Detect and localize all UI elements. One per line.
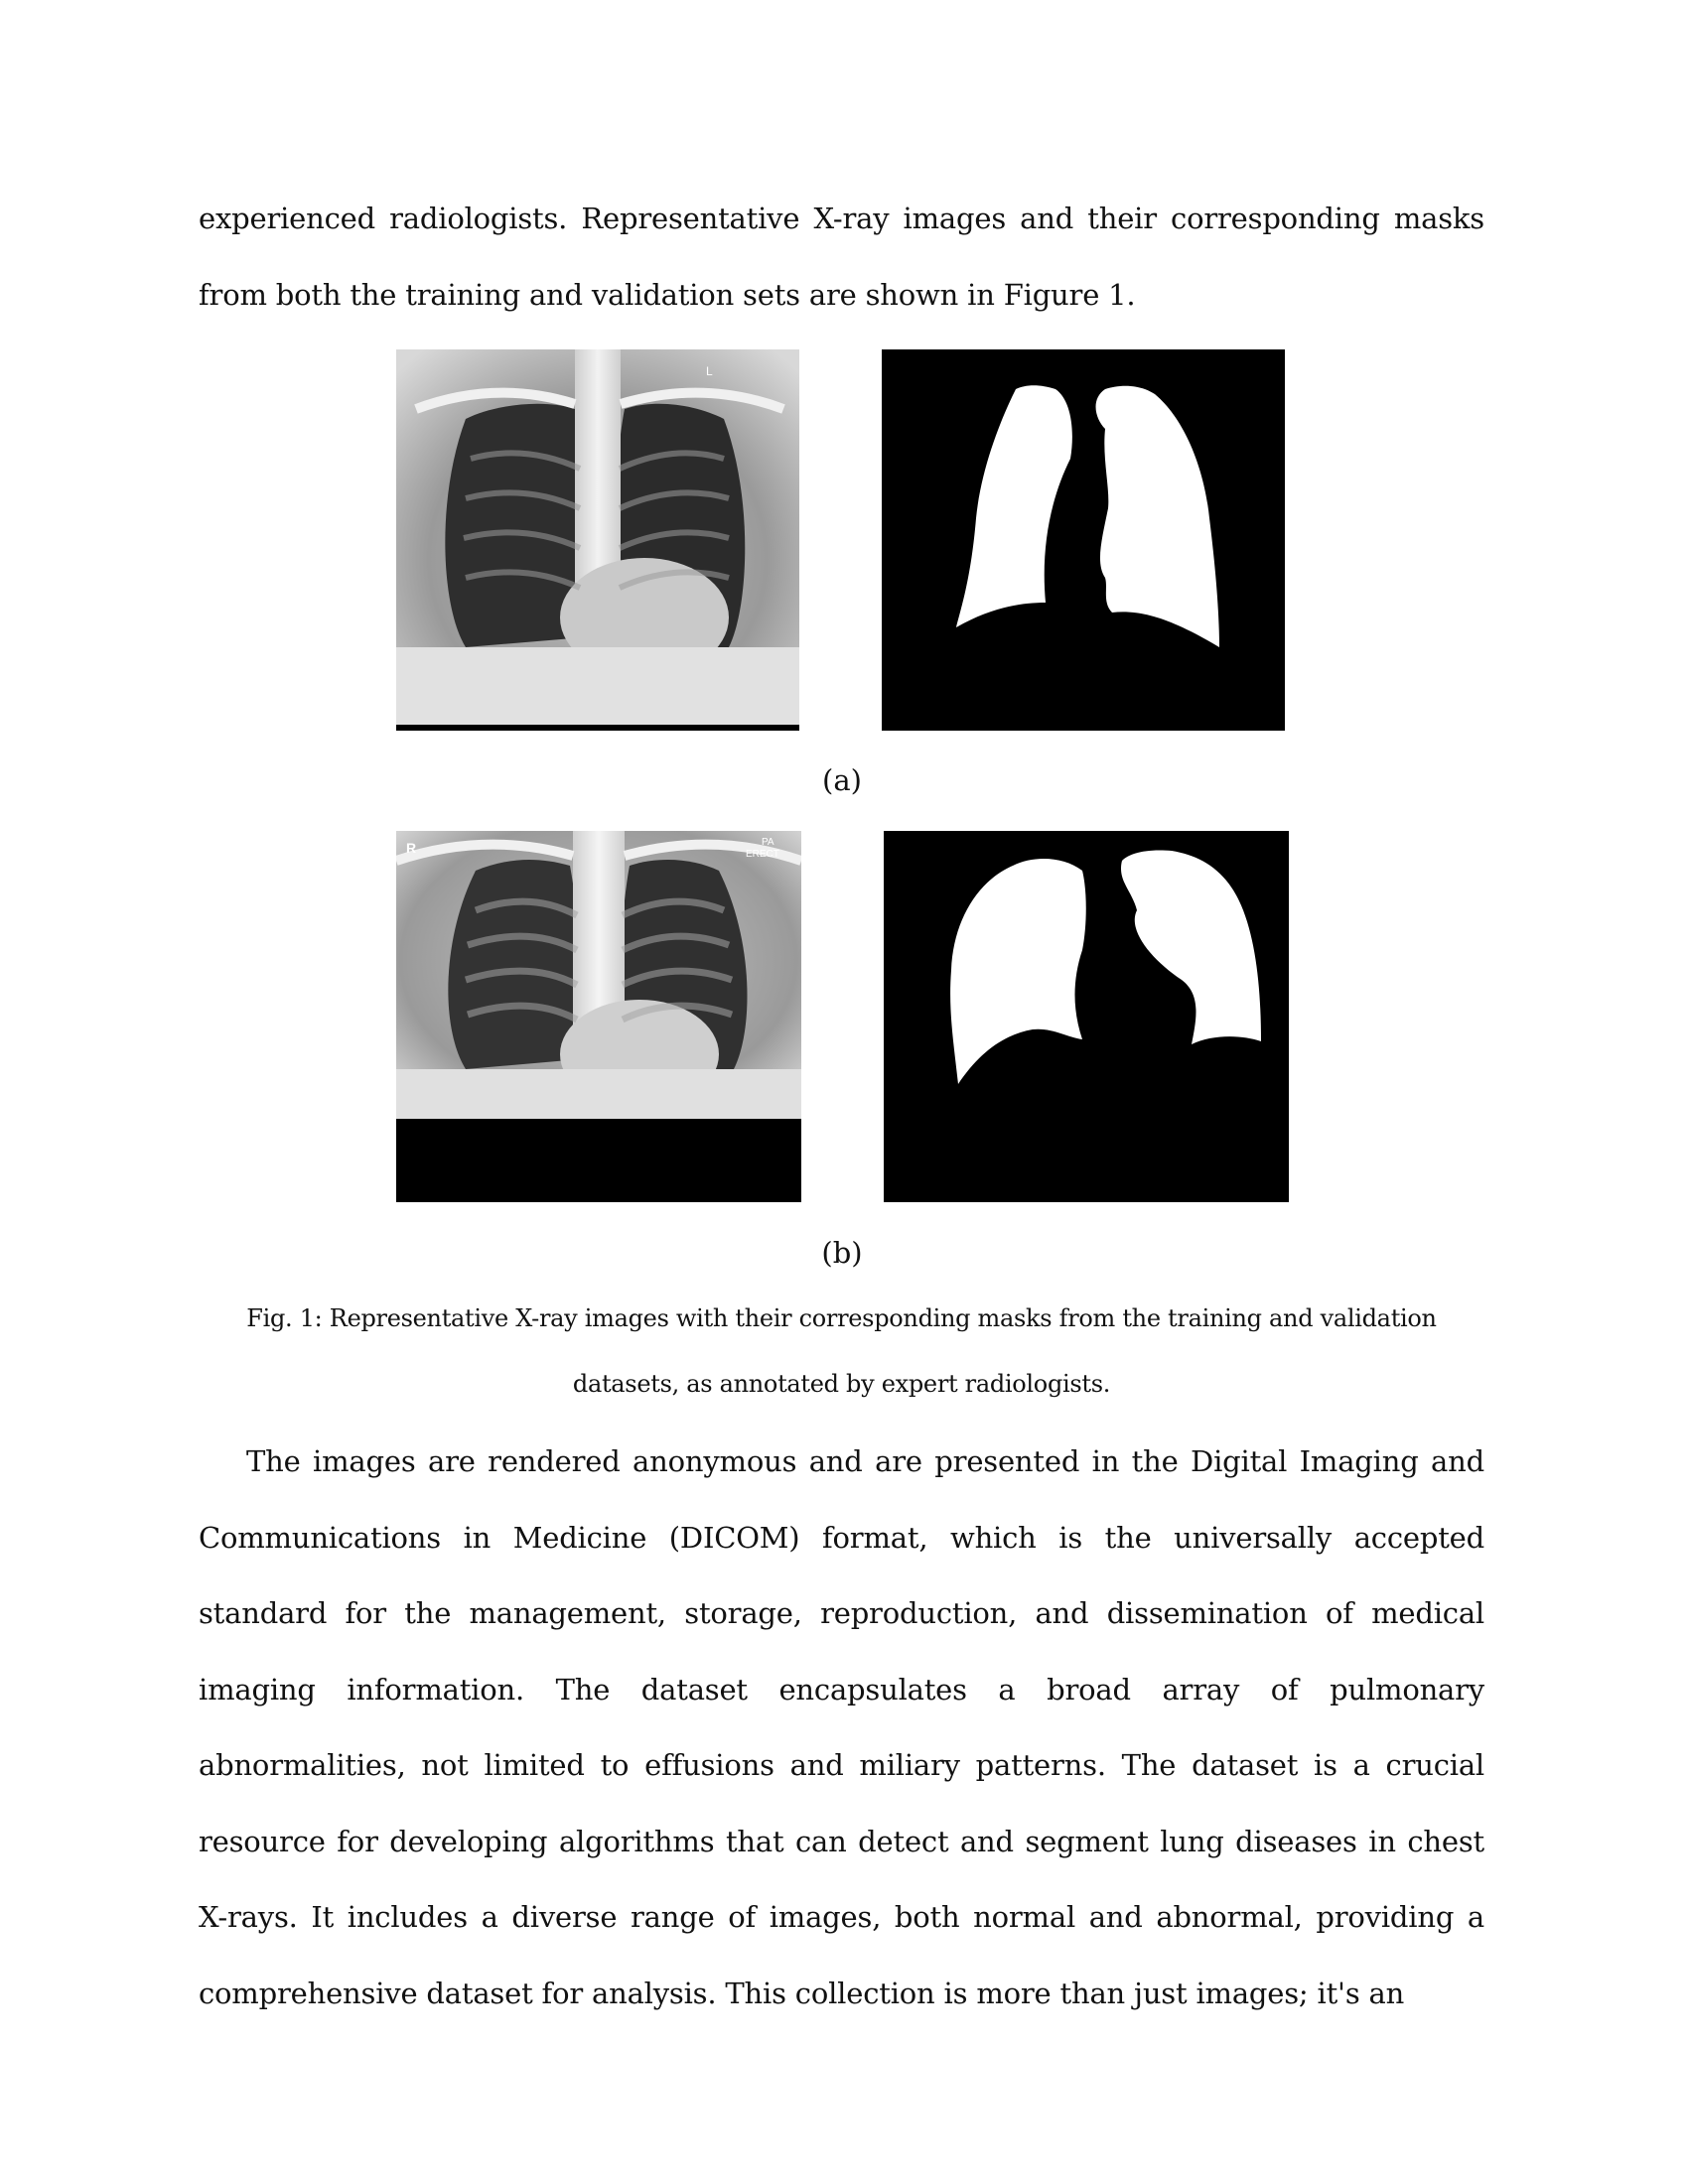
- xray-b-marker-right-1: PA: [762, 837, 774, 848]
- xray-a-marker: L: [706, 364, 713, 378]
- figure-caption: Fig. 1: Representative X-ray images with their corresponding masks from the training and validation datasets, as annotated by expert radiologists.: [246, 1304, 1437, 1398]
- mask-image-a: [882, 349, 1285, 731]
- body-paragraph-bottom: The images are rendered anonymous and are presented in the Digital Imaging and Communications in Medicine (DICOM) format, which is the universally accepted standard for the management, storage, reproduction, and dissemination of medical imaging information. The dataset encapsulates a broad array of pulmonary abnormalities, not limited to effusions and miliary patterns. The dataset is a crucial resource for developing algorithms that can detect and segment lung diseases in chest X-rays. It includes a diverse range of images, both normal and abnormal, providing a comprehensive dataset for analysis. This collection is more than just images; it's an: [199, 1444, 1484, 2010]
- figure-1: [0, 349, 1688, 1402]
- body-paragraph-top: experienced radiologists. Representative X-ray images and their corresponding masks from both the training and validation sets are shown in Figure 1.: [199, 202, 1484, 312]
- subfigure-b-label: (b): [821, 1236, 863, 1270]
- mask-image-b: [884, 831, 1289, 1202]
- xray-b-marker-left: R: [406, 840, 417, 856]
- xray-b-marker-right-2: ERECT: [746, 849, 779, 860]
- subfigure-a-label: (a): [822, 763, 862, 797]
- xray-image-a: [396, 349, 799, 731]
- xray-image-b: [396, 831, 801, 1202]
